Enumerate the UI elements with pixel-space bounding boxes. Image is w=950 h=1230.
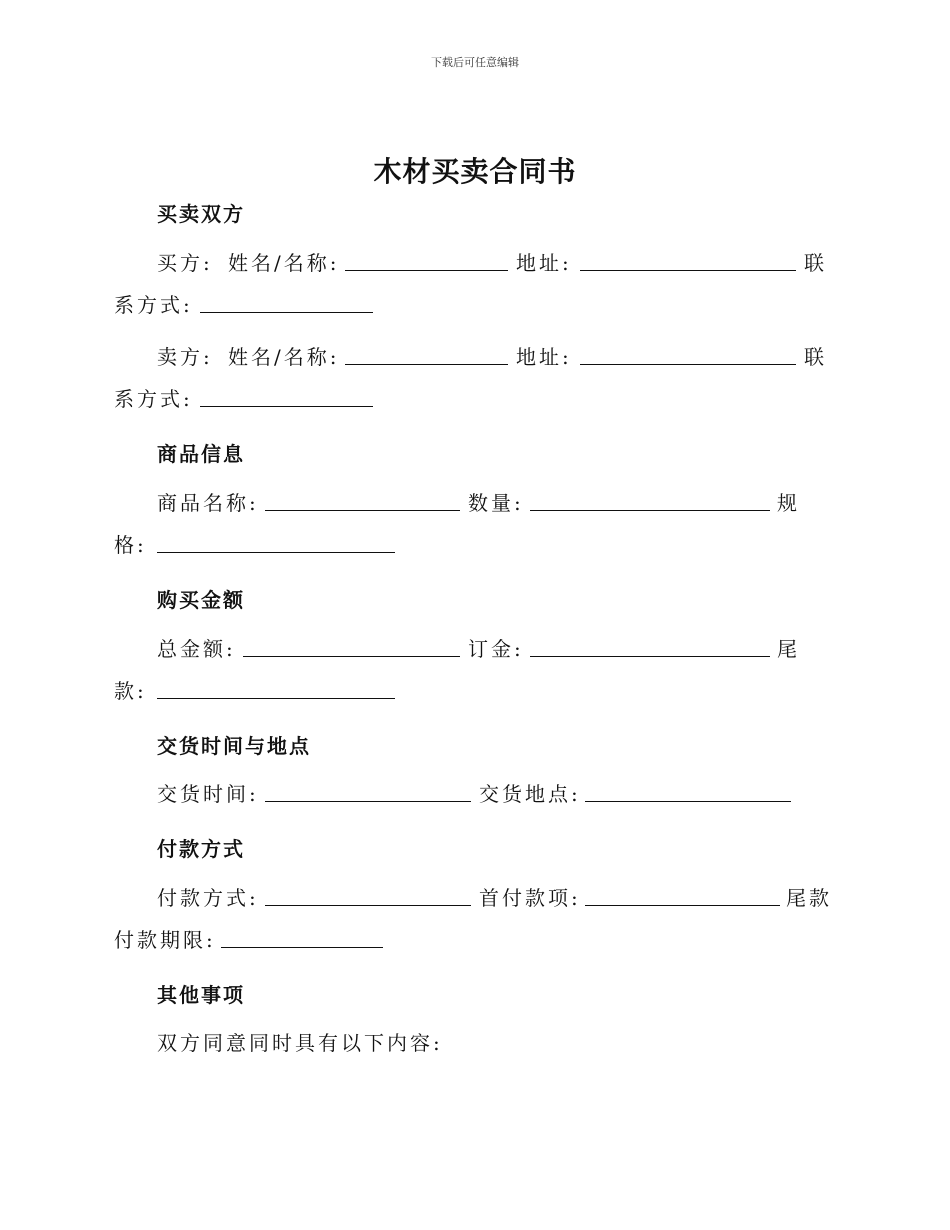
goods-quantity-label: 数量:	[468, 491, 524, 515]
delivery-place-label: 交货地点:	[479, 782, 581, 806]
seller-name-blank[interactable]	[345, 364, 508, 365]
buyer-contact-label-start: 联	[804, 251, 827, 275]
buyer-address-label: 地址:	[516, 251, 572, 275]
deposit-label: 订金:	[468, 637, 524, 661]
payment-method-blank[interactable]	[265, 905, 471, 906]
delivery-time-label: 交货时间:	[157, 782, 259, 806]
balance-blank[interactable]	[157, 698, 395, 699]
section-heading-delivery: 交货时间与地点	[157, 734, 311, 758]
balance-deadline-label-end: 付款期限:	[114, 928, 216, 952]
section-heading-goods: 商品信息	[157, 442, 245, 466]
seller-name-label: 姓名/名称:	[228, 345, 340, 369]
seller-prefix: 卖方:	[157, 345, 213, 369]
payment-method-label: 付款方式:	[157, 886, 259, 910]
balance-label-start: 尾	[777, 637, 800, 661]
header-note: 下载后可任意编辑	[431, 56, 519, 69]
buyer-address-blank[interactable]	[580, 270, 796, 271]
goods-name-blank[interactable]	[265, 510, 460, 511]
buyer-prefix: 买方:	[157, 251, 213, 275]
goods-spec-label-end: 格:	[114, 533, 147, 557]
buyer-contact-label-end: 系方式:	[114, 293, 193, 317]
section-heading-parties: 买卖双方	[157, 202, 245, 226]
section-heading-amount: 购买金额	[157, 588, 245, 612]
buyer-name-label: 姓名/名称:	[228, 251, 340, 275]
seller-address-blank[interactable]	[580, 364, 796, 365]
goods-spec-blank[interactable]	[157, 552, 395, 553]
goods-spec-label-start: 规	[777, 491, 800, 515]
total-amount-blank[interactable]	[243, 656, 460, 657]
goods-quantity-blank[interactable]	[530, 510, 770, 511]
balance-deadline-label-start: 尾款	[786, 886, 832, 910]
buyer-name-blank[interactable]	[345, 270, 508, 271]
seller-contact-blank[interactable]	[200, 406, 373, 407]
other-body-text: 双方同意同时具有以下内容:	[157, 1031, 443, 1055]
section-heading-payment: 付款方式	[157, 837, 245, 861]
buyer-contact-blank[interactable]	[200, 312, 373, 313]
goods-name-label: 商品名称:	[157, 491, 259, 515]
seller-contact-label-end: 系方式:	[114, 387, 193, 411]
first-payment-label: 首付款项:	[479, 886, 581, 910]
total-amount-label: 总金额:	[157, 637, 236, 661]
balance-deadline-blank[interactable]	[221, 947, 383, 948]
delivery-place-blank[interactable]	[585, 801, 791, 802]
seller-address-label: 地址:	[516, 345, 572, 369]
document-title: 木材买卖合同书	[373, 155, 577, 188]
first-payment-blank[interactable]	[585, 905, 780, 906]
seller-contact-label-start: 联	[804, 345, 827, 369]
balance-label-end: 款:	[114, 679, 147, 703]
deposit-blank[interactable]	[530, 656, 770, 657]
delivery-time-blank[interactable]	[265, 801, 471, 802]
section-heading-other: 其他事项	[157, 983, 245, 1007]
